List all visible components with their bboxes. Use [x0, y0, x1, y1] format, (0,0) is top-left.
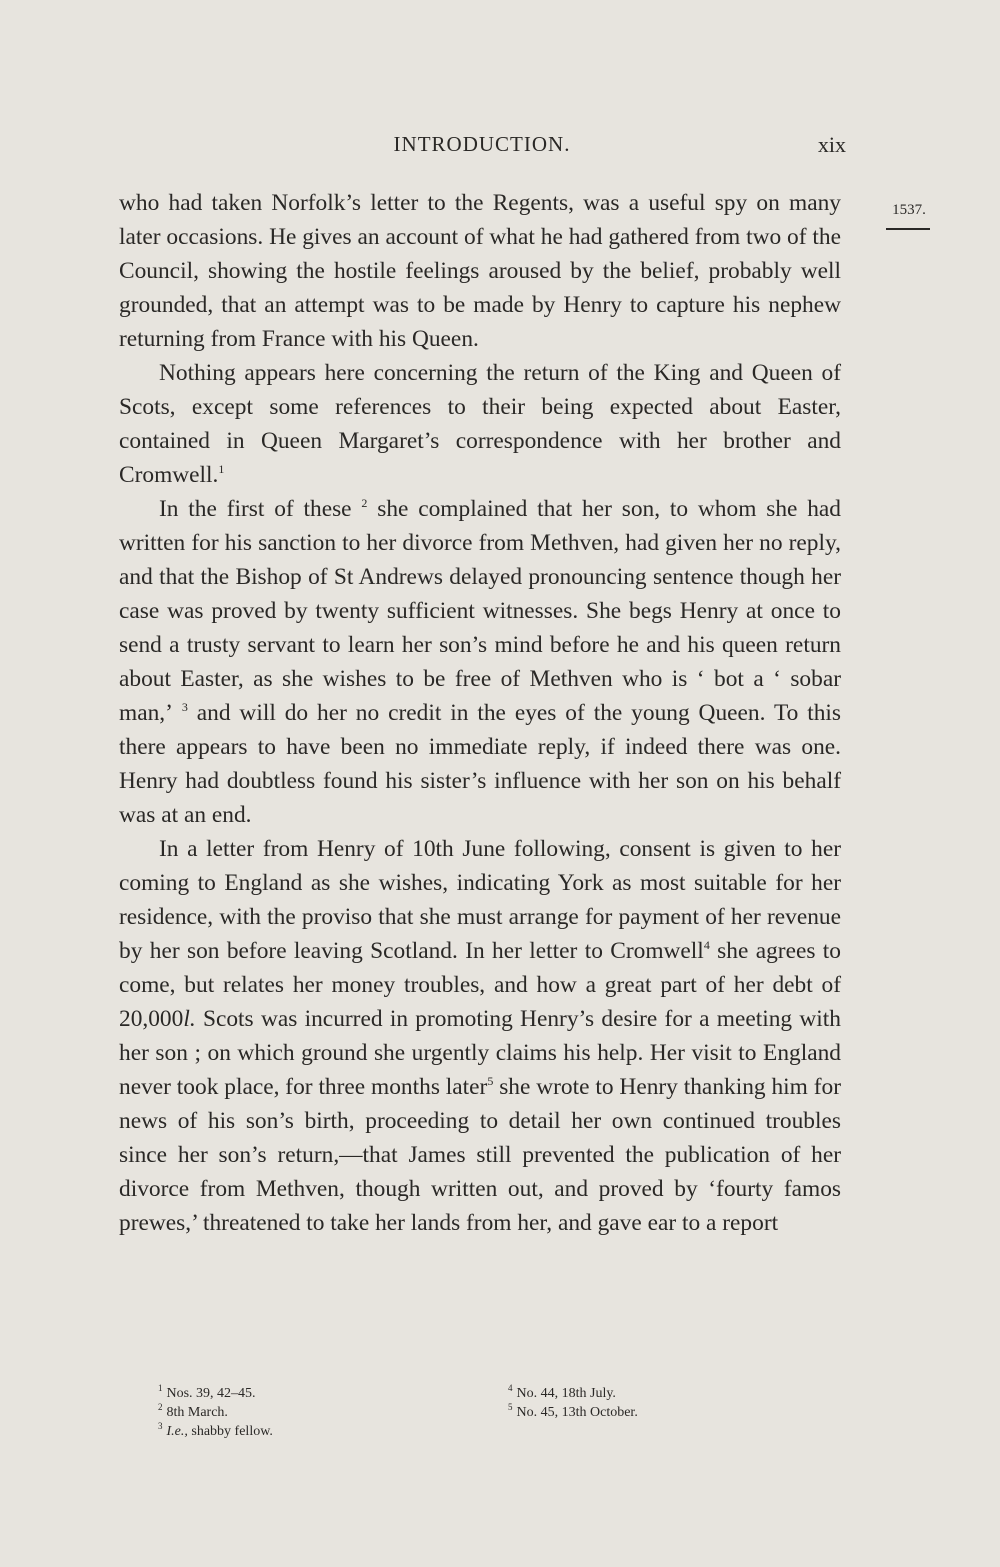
footnote-4-mark: 4: [508, 1383, 513, 1393]
footnotes-left-column: [158, 1384, 273, 1441]
footnote-3-italic: I.e.,: [166, 1424, 188, 1439]
footnote-3: [158, 1422, 273, 1441]
running-title: INTRODUCTION.: [393, 132, 571, 156]
footnote-4: [508, 1384, 638, 1403]
footnote-5-text: No. 45, 13th October.: [516, 1405, 638, 1420]
footnote-ref-3[interactable]: 3: [181, 700, 188, 714]
footnote-1: [158, 1384, 273, 1403]
paragraph-1: [119, 186, 841, 356]
paragraph-4-text-d: she wrote to Henry thanking him for news of his son’s birth, proceeding to detail her own continued troubles since her son’s return,—that James still prevented the publication of her divorce from Methven, though written out, and proved by ‘fourty famos prewes,’ threatened to take her lands from her, and gave ear to a report: [119, 1074, 841, 1236]
paragraph-2: [119, 356, 841, 492]
paragraph-2-text: Nothing appears here concerning the return of the King and Queen of Scots, except some references to their being expected about Easter, contained in Queen Margaret’s correspondence with her brother and Cromwell.: [119, 360, 841, 488]
footnote-ref-1[interactable]: 1: [218, 462, 225, 476]
footnote-2-mark: 2: [158, 1402, 163, 1412]
margin-rule: [886, 228, 930, 230]
body-text: [119, 186, 841, 1240]
footnote-ref-5[interactable]: 5: [487, 1074, 494, 1088]
footnote-3-text: shabby fellow.: [187, 1424, 273, 1439]
footnote-ref-4[interactable]: 4: [703, 938, 710, 952]
footnote-5-mark: 5: [508, 1402, 513, 1412]
paragraph-4-text-a: In a letter from Henry of 10th June following, consent is given to her coming to England as she wishes, indicating York as most suitable for her residence, with the proviso that she must arrange for payment of her revenue by her son before leaving Scotland. In her letter to Cromwell: [119, 836, 841, 964]
paragraph-4-text-b: she agrees to come, but relates her money troubles, and how a great part of her debt of 20,000: [119, 938, 842, 1032]
margin-year: 1537.: [892, 202, 926, 218]
footnote-2-text: 8th March.: [166, 1405, 228, 1420]
paragraph-3: [119, 492, 841, 832]
paragraph-3-text-c: and will do her no credit in the eyes of the young Queen. To this there appears to have been no immediate reply, if indeed there was one. Henry had doubtless found his sister’s influence with her son on his behalf was at an end.: [119, 700, 841, 828]
paragraph-3-text-b: she complained that her son, to whom she had written for his sanction to her divorce from Methven, had given her no reply, and that the Bishop of St Andrews delayed pronouncing sentence though her case was proved by twenty sufficient witnesses. She begs Henry at once to send a trusty servant to learn her son’s mind before he and his queen return about Easter, as she wishes to be free of Methven who is ‘ bot a ‘ sobar man,’: [119, 496, 841, 726]
paragraph-1-text: who had taken Norfolk’s letter to the Regents, was a useful spy on many later occasions. He gives an account of what he had gathered from two of the Council, showing the hostile feelings aroused by the belief, probably well grounded, that an attempt was to be made by Henry to capture his nephew returning from France with his Queen.: [119, 190, 841, 352]
footnote-3-mark: 3: [158, 1421, 163, 1431]
footnotes-right-column: [508, 1384, 638, 1422]
running-head: [118, 132, 846, 162]
footnote-5: [508, 1403, 638, 1422]
footnote-1-text: Nos. 39, 42–45.: [166, 1386, 256, 1401]
footnote-ref-2[interactable]: 2: [361, 496, 368, 510]
paragraph-4: [119, 832, 841, 1240]
paragraph-4-pound-sign: l.: [183, 1006, 196, 1032]
footnote-1-mark: 1: [158, 1383, 163, 1393]
paragraph-4-text-c: Scots was incurred in promoting Henry’s desire for a meeting with her son ; on which ground she urgently claims his help. Her visit to England never took place, for three months later: [119, 1006, 841, 1100]
footnote-2: [158, 1403, 273, 1422]
paragraph-3-text-a: In the first of these: [159, 496, 352, 522]
footnote-4-text: No. 44, 18th July.: [516, 1386, 616, 1401]
page-number: xix: [817, 132, 846, 157]
